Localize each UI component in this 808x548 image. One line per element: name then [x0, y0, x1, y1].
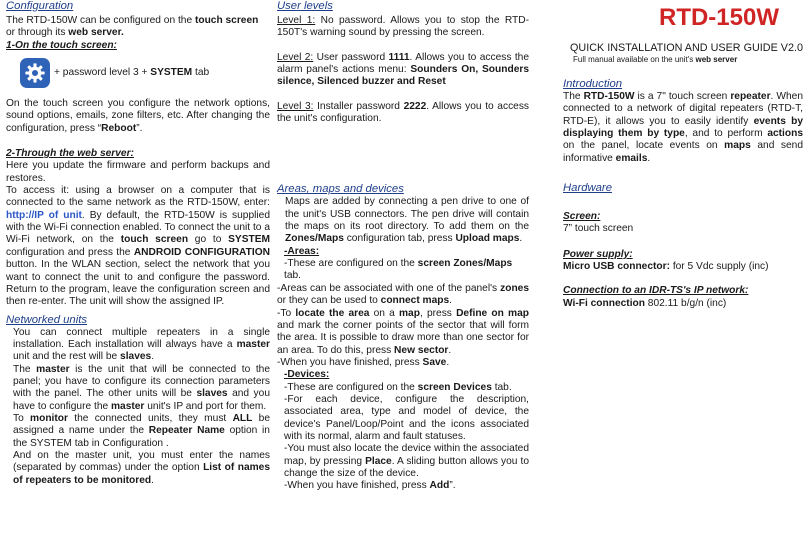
devices-d4: -When you have finished, press Add”. — [284, 480, 456, 492]
power-label: Power supply: — [563, 248, 633, 260]
networked-p2: The master is the unit that will be connected to the panel; you have to configure its connection parameters with the panel. The other units will be slaves and you have to configure the master unit's IP and port for them. — [13, 363, 271, 412]
screen-label: Screen: — [563, 211, 601, 223]
networked-p4: And on the master unit, you must enter the names (separated by commas) under the option List of names of repeaters to be monitored. — [13, 449, 270, 486]
devices-label: -Devices: — [284, 369, 330, 381]
networked-heading: Networked units — [6, 313, 87, 326]
areas-a3: -To locate the area on a map, press Define on map and mark the corner points of the sector that will form the area. It is possible to draw more than one sector for an area. To do this, press New sector. — [277, 307, 529, 356]
networked-p1: You can connect multiple repeaters in a single installation. Each installation will always have a master unit and the rest will be slaves. — [13, 326, 270, 363]
devices-d3: -You must also locate the device within the associated map, by pressing Place. A sliding button allows you to change the size of the device. — [284, 443, 530, 479]
configuration-heading: Configuration — [6, 0, 74, 12]
gear-caption-row — [20, 58, 270, 88]
introduction-text: The RTD-150W is a 7" touch screen repeater. When connected to a network of digital repeaters (RTD-T, RTD-E), it allows you to easily identify events by displaying them by type, and to perform actions on the panel, locate events on maps and send informative emails. — [563, 91, 804, 164]
web-server-text2: To access it: using a browser on a computer that is connected to the same network as the RTD-150W, enter: http://IP of unit. By default, the RTD-150W is supplied with the Wi-Fi connection enabled. To connect the unit to a Wi-Fi network, on the touch screen go to SYSTEM configuration and press the ANDROID CONFIGURATION button. In the WLAN section, select the network that you want to connect the unit to and configure the password. Return to the program, leave the configuration screen and then re-enter. The unit will show the assigned IP. — [6, 185, 270, 308]
web-server-heading: 2-Through the web server: — [6, 148, 134, 160]
manual-note: Full manual available on the unit's web server — [573, 55, 738, 64]
column-overview — [563, 0, 803, 310]
networked-p3: To monitor the connected units, they must ALL be assigned a name under the Repeater Name option in the SYSTEM tab in Configuration . — [13, 412, 270, 449]
hardware-heading: Hardware — [563, 182, 612, 195]
screen-value: 7” touch screen — [563, 223, 634, 235]
areas-heading: Areas, maps and devices — [277, 183, 404, 196]
user-level-3: Level 3: Installer password 2222. Allows you to access the unit's configuration. — [277, 100, 530, 125]
power-value: Micro USB connector: for 5 Vdc supply (inc) — [563, 261, 769, 273]
connection-value: Wi-Fi connection 802.11 b/g/n (inc) — [563, 297, 727, 309]
areas-a4: -When you have finished, press Save. — [277, 356, 450, 368]
touch-screen-heading: 1-On the touch screen: — [6, 39, 117, 51]
touch-screen-text: On the touch screen you configure the network options, sound options, emails, zone filters, etc. After changing the configuration, press “Reboot”. — [6, 98, 270, 134]
user-levels-heading: User levels — [277, 0, 333, 12]
guide-title: QUICK INSTALLATION AND USER GUIDE V2.0 — [570, 42, 803, 54]
web-server-text1: Here you update the firmware and perform backups and restores. — [6, 160, 270, 184]
gear-caption: + password level 3 + SYSTEM tab — [54, 66, 210, 78]
introduction-heading: Introduction — [563, 78, 623, 90]
product-title: RTD-150W — [658, 4, 779, 31]
areas-p1: Maps are added by connecting a pen drive to one of the unit's USB connectors. The pen drive will contain the maps on its root directory. To add them on the Zones/Maps configuration tab, press Upload maps. — [285, 196, 529, 245]
user-level-1: Level 1: No password. Allows you to stop the RTD-150T's warning sound by pressing the screen. — [277, 15, 529, 39]
devices-d2: -For each device, configure the description, associated area, type and model of device, the device's Panel/Loop/Point and the icons associated with its normal, alarm and fault statuses. — [284, 393, 529, 442]
areas-a2: -Areas can be associated with one of the panel's zones or they can be used to connect maps. — [277, 282, 529, 307]
devices-d1: -These are configured on the screen Devices tab. — [284, 381, 512, 393]
web-server-url[interactable]: http://IP of unit — [6, 209, 82, 221]
areas-label: -Areas: — [284, 245, 320, 257]
gear-icon — [20, 58, 50, 88]
areas-a1: -These are configured on the screen Zones/Maps tab. — [284, 258, 513, 282]
configuration-intro: The RTD-150W can be configured on the touch screen or through its web server. — [6, 15, 259, 39]
connection-label: Connection to an IDR-TS's IP network: — [563, 285, 749, 297]
user-level-2: Level 2: User password 1111. Allows you to access the alarm panel's actions menu: Sounders On, Sounders silence, Silenced buzzer and Reset — [277, 51, 529, 88]
column-configuration — [6, 0, 270, 487]
column-user-levels — [277, 0, 529, 493]
